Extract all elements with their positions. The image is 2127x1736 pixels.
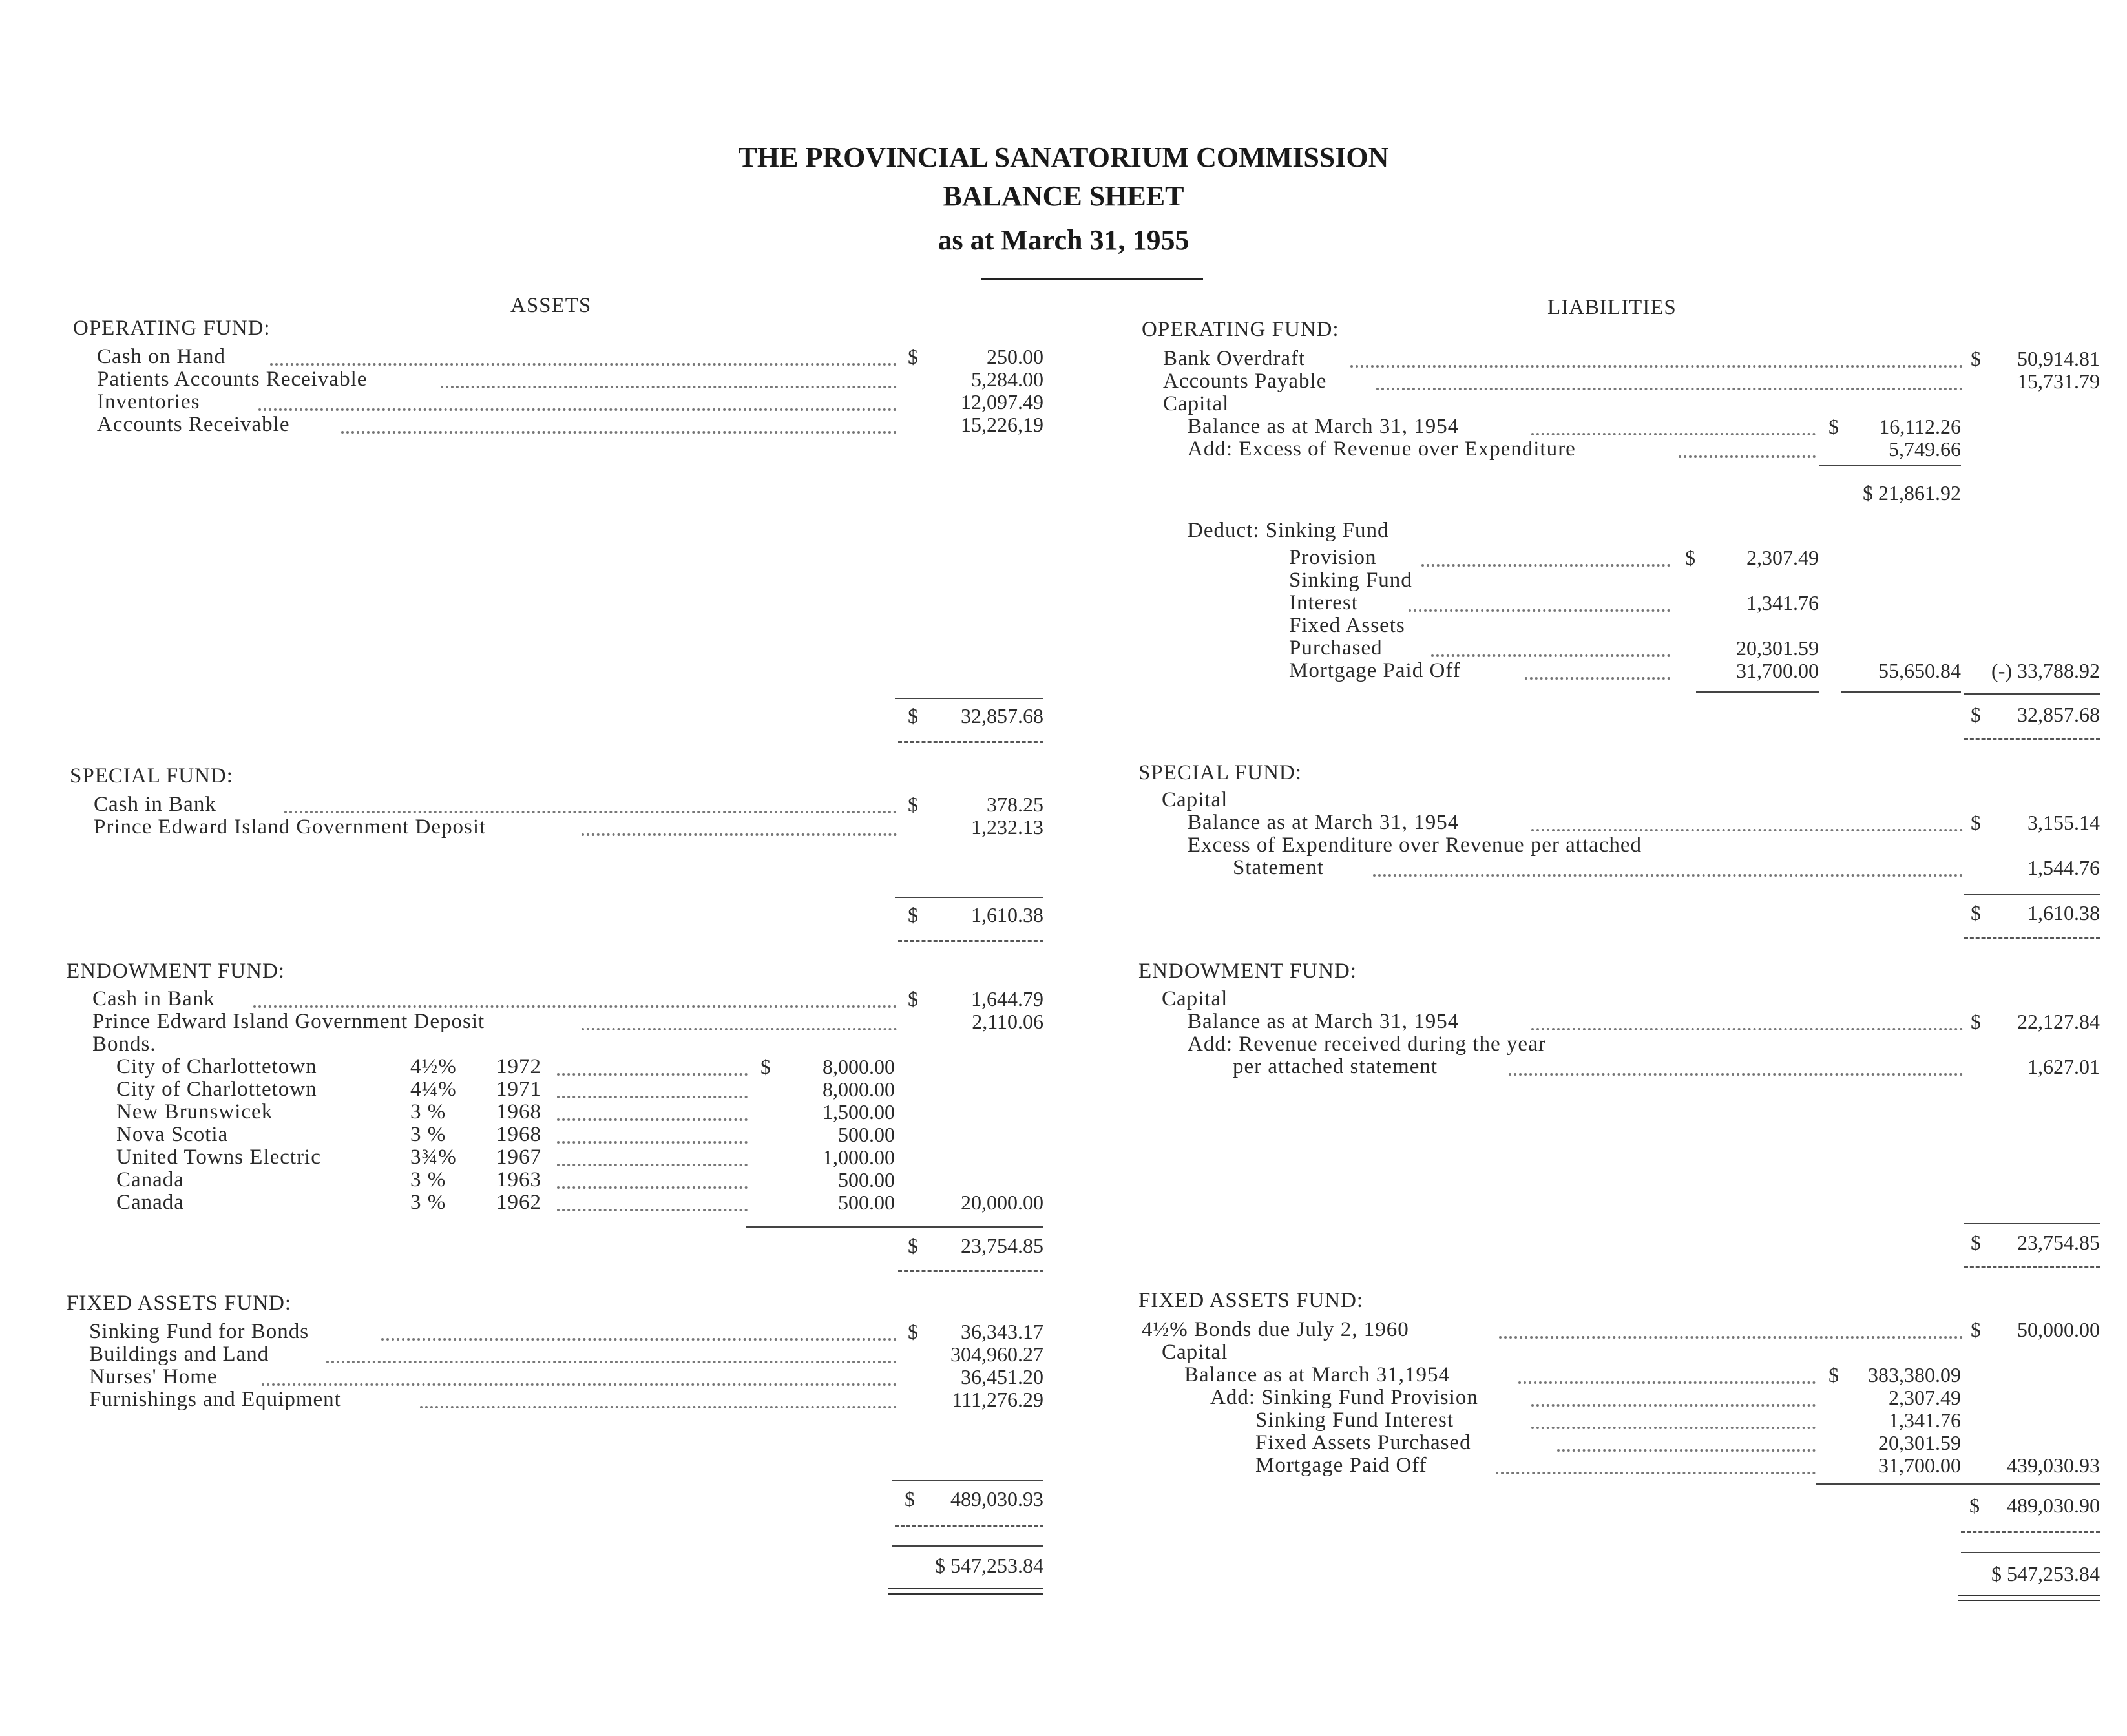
assets-heading: ASSETS — [510, 294, 592, 317]
deduction-amount: 31,700.00 — [1736, 659, 1819, 682]
bond-issuer: Canada — [116, 1168, 184, 1191]
liability-item-amount: 1,627.01 — [2027, 1055, 2100, 1078]
dollar-sign: $ — [908, 704, 918, 727]
deduction-label: Provision — [1289, 546, 1377, 569]
deduction-total: 55,650.84 — [1878, 659, 1961, 682]
total-dash-rule — [895, 1525, 1043, 1527]
assets-fixed-total: 489,030.93 — [950, 1487, 1043, 1511]
asset-item-label: Inventories — [97, 390, 200, 413]
leader-dots — [1518, 1381, 1816, 1384]
deduct-label: Deduct: Sinking Fund — [1188, 519, 1389, 542]
dollar-sign: $ — [908, 903, 918, 926]
asset-item-label: Patients Accounts Receivable — [97, 368, 368, 391]
dollar-sign: $ — [1971, 347, 1981, 370]
assets-grand-total: $ 547,253.84 — [935, 1554, 1043, 1577]
grand-total-double-rule — [888, 1588, 1043, 1595]
asset-item-amount: 1,644.79 — [971, 987, 1043, 1010]
leader-dots — [557, 1118, 748, 1121]
leader-dots — [557, 1096, 748, 1098]
leader-dots — [420, 1406, 897, 1408]
dollar-sign: $ — [1971, 1231, 1981, 1254]
subtotal-rule — [1961, 1552, 2100, 1553]
leader-dots — [253, 1005, 897, 1008]
liability-item-label: 4½% Bonds due July 2, 1960 — [1142, 1318, 1409, 1341]
leader-dots — [582, 1028, 897, 1030]
asset-item-amount: 1,232.13 — [971, 815, 1043, 839]
dollar-sign: $ — [908, 1320, 918, 1343]
liability-item-label: Bank Overdraft — [1163, 347, 1306, 370]
liabilities-endowment-heading: ENDOWMENT FUND: — [1138, 959, 1357, 983]
liability-item-label: Balance as at March 31, 1954 — [1188, 811, 1460, 834]
asset-item-amount: 12,097.49 — [961, 390, 1043, 413]
dollar-sign: $ — [1971, 1010, 1981, 1033]
bond-issuer: United Towns Electric — [116, 1145, 321, 1169]
dollar-sign: $ — [908, 1234, 918, 1257]
total-dash-rule — [898, 741, 1043, 743]
asset-item-label: Cash in Bank — [94, 793, 216, 816]
asset-item-label: Cash in Bank — [92, 987, 215, 1010]
leader-dots — [1499, 1336, 1963, 1339]
leader-dots — [557, 1186, 748, 1189]
bond-rate: 3 % — [410, 1100, 446, 1124]
leader-dots — [1509, 1073, 1963, 1076]
leader-dots — [1373, 874, 1963, 877]
total-dash-rule — [1961, 1531, 2100, 1533]
deduction-label: Interest — [1289, 591, 1358, 614]
leader-dots — [1531, 829, 1963, 831]
dollar-sign: $ — [908, 793, 918, 816]
leader-dots — [1531, 1028, 1963, 1030]
liabilities-special-heading: SPECIAL FUND: — [1138, 761, 1302, 784]
liabilities-special-total: 1,610.38 — [2027, 901, 2100, 925]
leader-dots — [1421, 564, 1670, 567]
asset-item-amount: 250.00 — [987, 345, 1043, 368]
leader-dots — [557, 1073, 748, 1076]
bond-amount: 8,000.00 — [823, 1078, 895, 1101]
asset-item-amount: 36,451.20 — [961, 1365, 1043, 1388]
subtotal-rule — [895, 897, 1043, 898]
deduction-amount: 1,341.76 — [1746, 591, 1819, 614]
liability-item-amount: 50,914.81 — [2017, 347, 2100, 370]
subtotal-rule — [892, 1545, 1043, 1547]
grand-total-double-rule — [1958, 1595, 2100, 1601]
leader-dots — [1557, 1449, 1816, 1452]
dollar-sign: $ — [1828, 415, 1839, 438]
deduction-label: Purchased — [1289, 636, 1383, 660]
liability-item-label: Statement — [1233, 856, 1324, 879]
leader-dots — [582, 833, 897, 836]
subtotal-rule — [1964, 693, 2100, 695]
bond-amount: 500.00 — [838, 1191, 895, 1214]
bond-amount: 1,500.00 — [823, 1100, 895, 1124]
asset-item-amount: 111,276.29 — [952, 1388, 1043, 1411]
bond-year: 1967 — [496, 1145, 541, 1169]
bond-year: 1962 — [496, 1191, 541, 1214]
assets-fixed-heading: FIXED ASSETS FUND: — [67, 1292, 292, 1315]
asset-item-label: Cash on Hand — [97, 345, 225, 368]
leader-dots — [1531, 433, 1816, 435]
assets-operating-heading: OPERATING FUND: — [73, 317, 271, 340]
bond-rate: 4½% — [410, 1055, 457, 1078]
deduction-caption: Sinking Fund — [1289, 569, 1412, 592]
leader-dots — [262, 1383, 897, 1386]
deduction-amount: 2,307.49 — [1746, 546, 1819, 569]
liability-item-amount: 383,380.09 — [1868, 1363, 1961, 1386]
dollar-sign: $ — [1971, 703, 1981, 726]
assets-special-total: 1,610.38 — [971, 903, 1043, 926]
deduction-amount: 20,301.59 — [1736, 636, 1819, 660]
bond-year: 1972 — [496, 1055, 541, 1078]
liabilities-operating-total: 32,857.68 — [2017, 703, 2100, 726]
bond-year: 1968 — [496, 1123, 541, 1146]
asset-item-label: Prince Edward Island Government Deposit — [94, 815, 487, 839]
dollar-sign: $ — [908, 345, 918, 368]
dollar-sign: $ — [908, 987, 918, 1010]
asset-item-amount: 304,960.27 — [950, 1343, 1043, 1366]
subtotal-rule — [746, 1226, 1043, 1228]
dollar-sign: $ — [1685, 546, 1695, 569]
liabilities-fixed-total: 489,030.90 — [2007, 1494, 2100, 1517]
total-dash-rule — [1964, 1266, 2100, 1268]
document-title: THE PROVINCIAL SANATORIUM COMMISSION — [738, 141, 1389, 173]
dollar-sign: $ — [1971, 811, 1981, 834]
asset-item-amount: 2,110.06 — [972, 1010, 1043, 1033]
capital-total: 439,030.93 — [2007, 1454, 2100, 1477]
liability-item-amount: 31,700.00 — [1878, 1454, 1961, 1477]
capital-label: Capital — [1162, 987, 1228, 1010]
liability-item-label: Balance as at March 31, 1954 — [1188, 1010, 1460, 1033]
liability-item-label: Add: Excess of Revenue over Expenditure — [1188, 437, 1576, 461]
liability-item-amount: 20,301.59 — [1878, 1431, 1961, 1454]
liability-item-label: Sinking Fund Interest — [1255, 1408, 1454, 1432]
asset-item-amount: 5,284.00 — [971, 368, 1043, 391]
assets-special-heading: SPECIAL FUND: — [70, 764, 233, 788]
leader-dots — [441, 386, 897, 388]
revenue-description: Add: Revenue received during the year — [1188, 1032, 1546, 1056]
dollar-sign: $ — [760, 1055, 771, 1078]
liability-item-amount: 2,307.49 — [1889, 1386, 1961, 1409]
total-dash-rule — [898, 940, 1043, 942]
capital-subtotal: $ 21,861.92 — [1863, 481, 1961, 505]
leader-dots — [1350, 365, 1963, 368]
assets-endowment-heading: ENDOWMENT FUND: — [67, 959, 285, 983]
dollar-sign: $ — [1971, 1318, 1981, 1341]
leader-dots — [341, 431, 897, 434]
subtotal-rule — [1819, 465, 1961, 466]
capital-label: Capital — [1163, 392, 1230, 415]
bond-issuer: New Brunswicek — [116, 1100, 273, 1124]
leader-dots — [270, 363, 897, 366]
liabilities-operating-heading: OPERATING FUND: — [1142, 318, 1339, 341]
liability-item-label: Add: Sinking Fund Provision — [1210, 1386, 1478, 1409]
liability-item-label: Fixed Assets Purchased — [1255, 1431, 1471, 1454]
dollar-sign: $ — [1971, 901, 1981, 925]
bond-rate: 3 % — [410, 1191, 446, 1214]
leader-dots — [258, 408, 897, 411]
liability-item-label: per attached statement — [1233, 1055, 1438, 1078]
bonds-label: Bonds. — [92, 1032, 156, 1056]
assets-endowment-total: 23,754.85 — [961, 1234, 1043, 1257]
net-capital: (-) 33,788.92 — [1991, 659, 2100, 682]
bond-issuer: Canada — [116, 1191, 184, 1214]
leader-dots — [1679, 455, 1816, 458]
subtotal-rule — [892, 1480, 1043, 1481]
leader-dots — [1409, 609, 1670, 612]
bond-issuer: City of Charlottetown — [116, 1055, 317, 1078]
liability-item-label: Accounts Payable — [1163, 370, 1327, 393]
liabilities-fixed-heading: FIXED ASSETS FUND: — [1138, 1289, 1364, 1312]
subtotal-rule — [895, 698, 1043, 699]
dollar-sign: $ — [905, 1487, 915, 1511]
total-dash-rule — [898, 1270, 1043, 1272]
asset-item-amount: 378.25 — [987, 793, 1043, 816]
subtotal-rule — [1696, 691, 1819, 693]
liability-item-label: Balance as at March 31,1954 — [1184, 1363, 1450, 1386]
liability-item-amount: 5,749.66 — [1889, 437, 1961, 461]
bonds-total: 20,000.00 — [961, 1191, 1043, 1214]
asset-item-label: Nurses' Home — [89, 1365, 218, 1388]
bond-rate: 4¼% — [410, 1078, 457, 1101]
liability-item-amount: 22,127.84 — [2017, 1010, 2100, 1033]
leader-dots — [1531, 1404, 1816, 1407]
asset-item-label: Accounts Receivable — [97, 413, 290, 436]
liabilities-heading: LIABILITIES — [1547, 296, 1677, 319]
liability-item-amount: 15,731.79 — [2017, 370, 2100, 393]
liability-item-amount: 1,544.76 — [2027, 856, 2100, 879]
bond-year: 1963 — [496, 1168, 541, 1191]
capital-label: Capital — [1162, 788, 1228, 811]
liability-item-label: Balance as at March 31, 1954 — [1188, 415, 1460, 438]
deduction-label: Mortgage Paid Off — [1289, 659, 1461, 682]
excess-description: Excess of Expenditure over Revenue per attached — [1188, 833, 1642, 857]
leader-dots — [284, 811, 897, 813]
bond-amount: 500.00 — [838, 1123, 895, 1146]
title-underline — [981, 278, 1203, 280]
bond-issuer: City of Charlottetown — [116, 1078, 317, 1101]
liabilities-endowment-total: 23,754.85 — [2017, 1231, 2100, 1254]
bond-rate: 3 % — [410, 1168, 446, 1191]
leader-dots — [1431, 654, 1670, 657]
document-subtitle: BALANCE SHEET — [943, 180, 1184, 212]
bond-amount: 500.00 — [838, 1168, 895, 1191]
bond-year: 1968 — [496, 1100, 541, 1124]
subtotal-rule — [1816, 1483, 2100, 1485]
asset-item-label: Buildings and Land — [89, 1343, 269, 1366]
leader-dots — [557, 1164, 748, 1166]
leader-dots — [1376, 388, 1963, 390]
dollar-sign: $ — [1828, 1363, 1839, 1386]
asset-item-label: Prince Edward Island Government Deposit — [92, 1010, 485, 1033]
deduction-caption: Fixed Assets — [1289, 614, 1405, 637]
total-dash-rule — [1964, 937, 2100, 939]
asset-item-amount: 15,226,19 — [961, 413, 1043, 436]
liability-item-amount: 1,341.76 — [1889, 1408, 1961, 1432]
subtotal-rule — [1841, 691, 1961, 693]
bond-issuer: Nova Scotia — [116, 1123, 229, 1146]
asset-item-amount: 36,343.17 — [961, 1320, 1043, 1343]
asset-item-label: Sinking Fund for Bonds — [89, 1320, 309, 1343]
bond-rate: 3¾% — [410, 1145, 457, 1169]
capital-label: Capital — [1162, 1341, 1228, 1364]
leader-dots — [557, 1141, 748, 1144]
dollar-sign: $ — [1969, 1494, 1980, 1517]
leader-dots — [381, 1338, 897, 1341]
liability-item-amount: 50,000.00 — [2017, 1318, 2100, 1341]
document-date: as at March 31, 1955 — [938, 224, 1189, 256]
leader-dots — [1496, 1472, 1816, 1474]
leader-dots — [1525, 677, 1670, 680]
leader-dots — [1531, 1427, 1816, 1429]
subtotal-rule — [1964, 894, 2100, 895]
liability-item-amount: 3,155.14 — [2027, 811, 2100, 834]
liability-item-label: Mortgage Paid Off — [1255, 1454, 1427, 1477]
liabilities-grand-total: $ 547,253.84 — [1991, 1562, 2100, 1585]
bond-rate: 3 % — [410, 1123, 446, 1146]
bond-year: 1971 — [496, 1078, 541, 1101]
liability-item-amount: 16,112.26 — [1879, 415, 1961, 438]
assets-operating-total: 32,857.68 — [961, 704, 1043, 727]
leader-dots — [557, 1209, 748, 1211]
bond-amount: 1,000.00 — [823, 1145, 895, 1169]
total-dash-rule — [1964, 738, 2100, 740]
leader-dots — [326, 1361, 897, 1363]
asset-item-label: Furnishings and Equipment — [89, 1388, 341, 1411]
subtotal-rule — [1964, 1223, 2100, 1224]
bond-amount: 8,000.00 — [823, 1055, 895, 1078]
